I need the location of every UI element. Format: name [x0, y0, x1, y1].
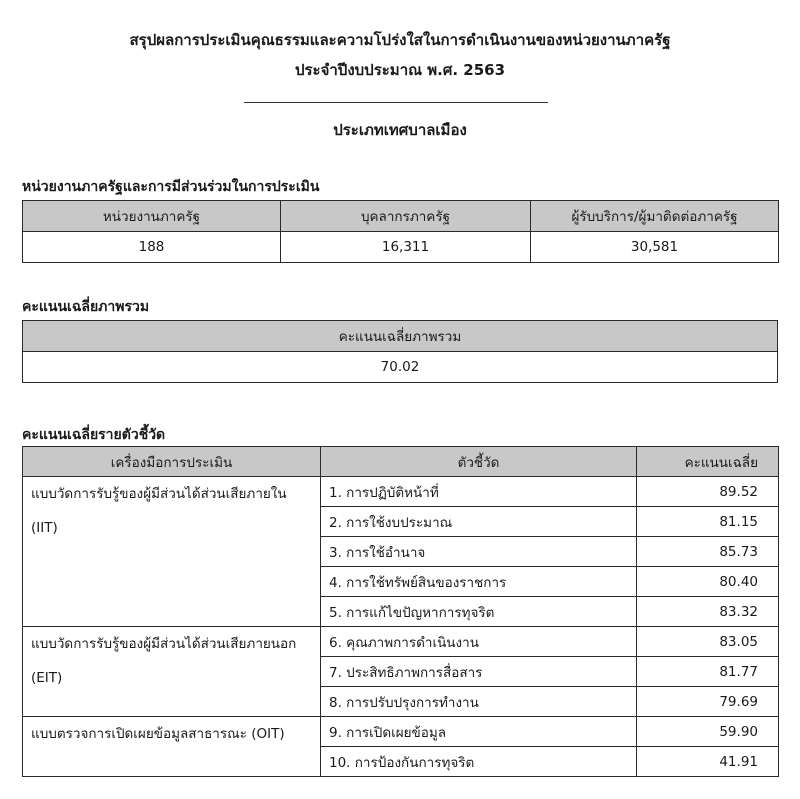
overall-value-row: [23, 352, 778, 383]
fiscal-year-subtitle: ประจำปีงบประมาณ พ.ศ. 2563: [294, 61, 506, 79]
score-cell: 83.32: [637, 597, 779, 627]
table-row: [23, 627, 779, 657]
participation-section-label: หน่วยงานภาครัฐและการมีส่วนร่วมในการประเมิน: [22, 179, 320, 195]
score-cell: 81.77: [637, 657, 779, 687]
header-cell: เครื่องมือการประเมิน: [23, 447, 321, 477]
assessment-tool-cell: แบบตรวจการเปิดเผยข้อมูลสาธารณะ (OIT): [23, 717, 321, 777]
indicator-cell: 10. การป้องกันการทุจริต: [321, 747, 637, 777]
score-cell: 41.91: [637, 747, 779, 777]
participation-value-row: [23, 232, 779, 263]
score-cell: 81.15: [637, 507, 779, 537]
document-title: สรุปผลการประเมินคุณธรรมและความโปร่งใสในการดำเนินงานของหน่วยงานภาครัฐ: [129, 31, 671, 49]
indicator-cell: 8. การปรับปรุงการทำงาน: [321, 687, 637, 717]
indicator-cell: 1. การปฏิบัติหน้าที่: [321, 477, 637, 507]
indicators-header-row: [23, 447, 779, 477]
table-row: [23, 477, 779, 507]
agency-count: 188: [23, 232, 281, 263]
indicator-cell: 4. การใช้ทรัพย์สินของราชการ: [321, 567, 637, 597]
indicator-cell: 9. การเปิดเผยข้อมูล: [321, 717, 637, 747]
indicator-cell: 2. การใช้งบประมาณ: [321, 507, 637, 537]
indicator-cell: 7. ประสิทธิภาพการสื่อสาร: [321, 657, 637, 687]
header-cell: คะแนนเฉลี่ย: [637, 447, 779, 477]
header-cell: หน่วยงานภาครัฐ: [23, 201, 281, 232]
header-cell: บุคลากรภาครัฐ: [281, 201, 531, 232]
overall-section-label: คะแนนเฉลี่ยภาพรวม: [22, 299, 150, 315]
participation-table: [22, 200, 779, 263]
indicators-table: [22, 446, 779, 777]
title-divider: [244, 102, 548, 103]
score-cell: 80.40: [637, 567, 779, 597]
indicators-body: [23, 477, 779, 777]
indicator-cell: 5. การแก้ไขปัญหาการทุจริต: [321, 597, 637, 627]
score-cell: 59.90: [637, 717, 779, 747]
score-cell: 79.69: [637, 687, 779, 717]
overall-header-row: [23, 321, 778, 352]
score-cell: 85.73: [637, 537, 779, 567]
indicator-cell: 3. การใช้อำนาจ: [321, 537, 637, 567]
score-cell: 83.05: [637, 627, 779, 657]
indicators-section-label: คะแนนเฉลี่ยรายตัวชี้วัด: [22, 427, 166, 443]
overall-score: 70.02: [23, 352, 778, 383]
score-cell: 89.52: [637, 477, 779, 507]
assessment-tool-cell: แบบวัดการรับรู้ของผู้มีส่วนได้ส่วนเสียภายใน (IIT): [23, 477, 321, 627]
service-recipient-count: 30,581: [531, 232, 779, 263]
header-cell: คะแนนเฉลี่ยภาพรวม: [23, 321, 778, 352]
header-cell: ตัวชี้วัด: [321, 447, 637, 477]
table-row: [23, 717, 779, 747]
participation-header-row: [23, 201, 779, 232]
category-label: ประเภทเทศบาลเมือง: [333, 121, 467, 139]
personnel-count: 16,311: [281, 232, 531, 263]
assessment-tool-cell: แบบวัดการรับรู้ของผู้มีส่วนได้ส่วนเสียภายนอก (EIT): [23, 627, 321, 717]
header-cell: ผู้รับบริการ/ผู้มาติดต่อภาครัฐ: [531, 201, 779, 232]
overall-score-table: [22, 320, 778, 383]
indicator-cell: 6. คุณภาพการดำเนินงาน: [321, 627, 637, 657]
